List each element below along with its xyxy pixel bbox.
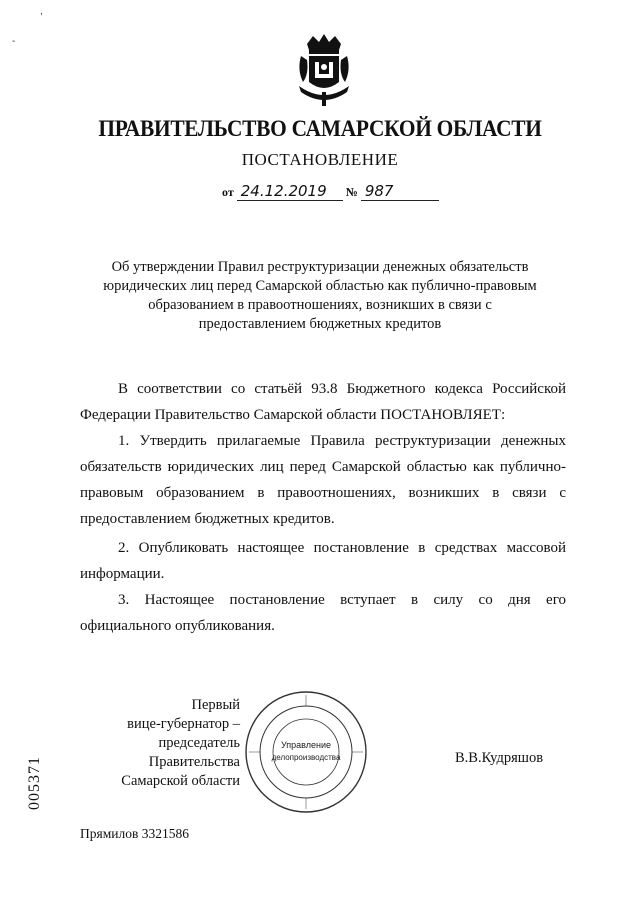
body-paragraph: В соответствии со статьёй 93.8 Бюджетного кодекса Российской Федерации Правительство Самарской области ПОСТАНОВЛЯЕТ:	[80, 381, 566, 423]
document-type: ПОСТАНОВЛЕНИЕ	[241, 150, 399, 169]
executor-note: Прямилов 3321586	[80, 826, 189, 841]
official-seal-stamp	[242, 688, 370, 816]
signatory-line: председатель Правительства	[148, 735, 240, 770]
document-subject: Об утверждении Правил реструктуризации денежных обязательств юридических лиц перед Самарской областью как публично-правовым образованием в правоотношениях, возникших в связи с предоставлением бюджетных кредитов	[103, 259, 537, 332]
document-date: 24.12.2019	[237, 182, 343, 201]
body-paragraph: 2. Опубликовать настоящее постановление в средствах массовой информации.	[80, 540, 566, 582]
date-prefix: от	[222, 185, 234, 199]
serial-number: 005371	[26, 756, 43, 810]
stamp-center-line: Управление	[280, 740, 332, 750]
signatory-line: Самарской области	[121, 773, 240, 789]
body-paragraph: 3. Настоящее постановление вступает в силу со дня его официального опубликования.	[80, 592, 566, 634]
corner-mark-top: ,	[40, 6, 43, 17]
signatory-title	[80, 696, 240, 791]
signatory-name: В.В.Кудряшов	[455, 750, 544, 766]
number-prefix: №	[345, 185, 358, 199]
government-title: ПРАВИТЕЛЬСТВО САМАРСКОЙ ОБЛАСТИ	[98, 116, 542, 141]
document-number: 987	[361, 182, 439, 201]
signatory-line: вице-губернатор –	[127, 716, 240, 732]
date-number-line	[222, 182, 439, 201]
body-paragraph: 1. Утвердить прилагаемые Правила реструктуризации денежных обязательств юридических лиц перед Самарской областью как публично-правовым образованием в правоотношениях, возникших в связи с предоставлением бюджетных кредитов.	[80, 433, 566, 527]
corner-mark-left: -	[12, 36, 16, 47]
samara-coat-of-arms-emblem	[293, 30, 355, 110]
stamp-center-line: делопроизводства	[271, 753, 341, 762]
signatory-line: Первый	[191, 697, 240, 713]
